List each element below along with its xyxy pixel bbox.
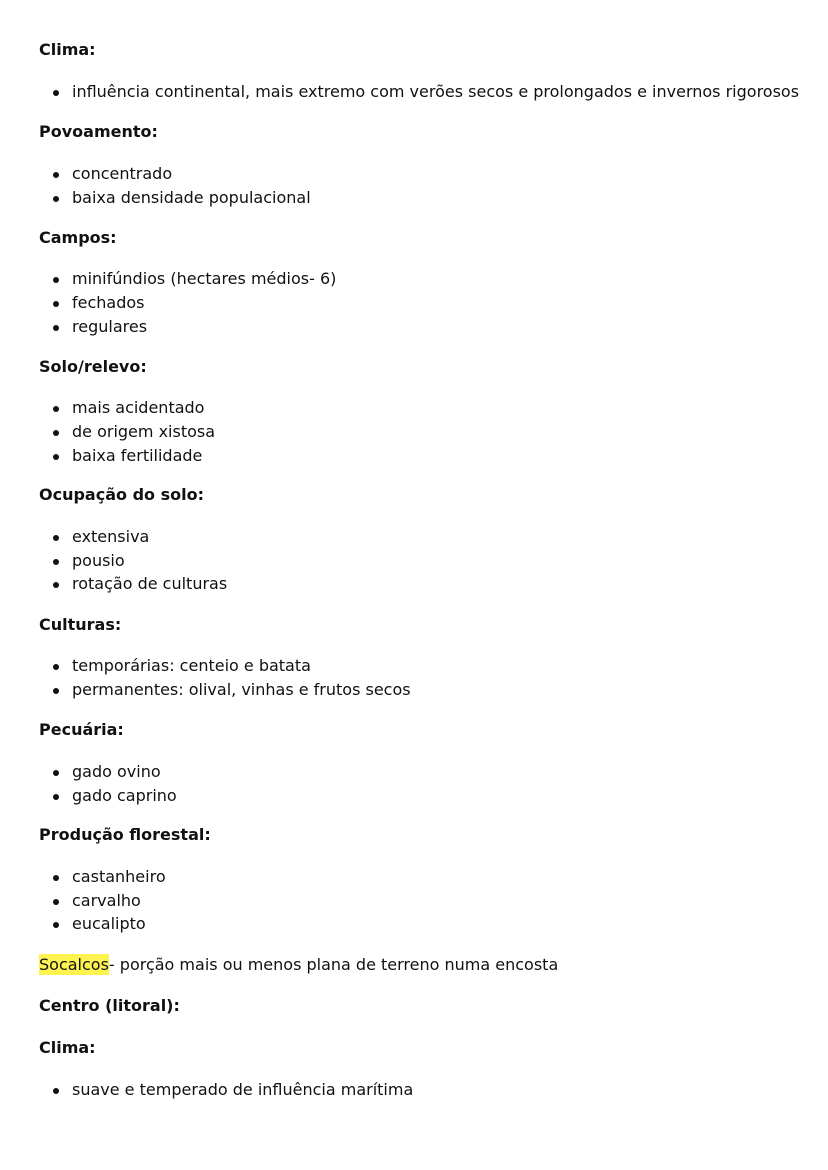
list-item: mais acidentado <box>72 398 205 417</box>
section-heading-solo-relevo: Solo/relevo: <box>39 357 147 376</box>
list-item: influência continental, mais extremo com verões secos e prolongados e invernos rigorosos <box>72 82 800 101</box>
list-item: eucalipto <box>72 914 146 933</box>
list-item: gado caprino <box>72 786 177 805</box>
section-heading-pecuaria: Pecuária: <box>39 720 124 739</box>
section-heading-clima: Clima: <box>39 40 96 59</box>
list-item: gado ovino <box>72 762 161 781</box>
list-item: regulares <box>72 317 148 336</box>
list-item: concentrado <box>72 164 173 183</box>
list-item: temporárias: centeio e batata <box>72 656 311 675</box>
list-item: minifúndios (hectares médios- 6) <box>72 269 337 288</box>
list-item: permanentes: olival, vinhas e frutos secos <box>72 680 411 699</box>
section-heading-campos: Campos: <box>39 228 117 247</box>
list-item: extensiva <box>72 527 150 546</box>
list-item: rotação de culturas <box>72 574 228 593</box>
list-item: fechados <box>72 293 145 312</box>
list-item: baixa densidade populacional <box>72 188 311 207</box>
highlighted-term: Socalcos <box>39 955 109 974</box>
section-heading-centro-litoral: Centro (litoral): <box>39 996 180 1015</box>
list-item: pousio <box>72 551 125 570</box>
list-item: baixa fertilidade <box>72 446 203 465</box>
definition-text: - porção mais ou menos plana de terreno numa encosta <box>108 955 559 974</box>
list-item: carvalho <box>72 891 141 910</box>
definition-paragraph <box>39 955 558 975</box>
list-item: de origem xistosa <box>72 422 216 441</box>
section-heading-clima-centro: Clima: <box>39 1038 96 1057</box>
section-heading-ocupacao-do-solo: Ocupação do solo: <box>39 485 204 504</box>
section-heading-povoamento: Povoamento: <box>39 122 158 141</box>
section-heading-producao-florestal: Produção florestal: <box>39 825 211 844</box>
list-item: suave e temperado de influência marítima <box>72 1080 414 1099</box>
section-heading-culturas: Culturas: <box>39 615 122 634</box>
list-item: castanheiro <box>72 867 166 886</box>
